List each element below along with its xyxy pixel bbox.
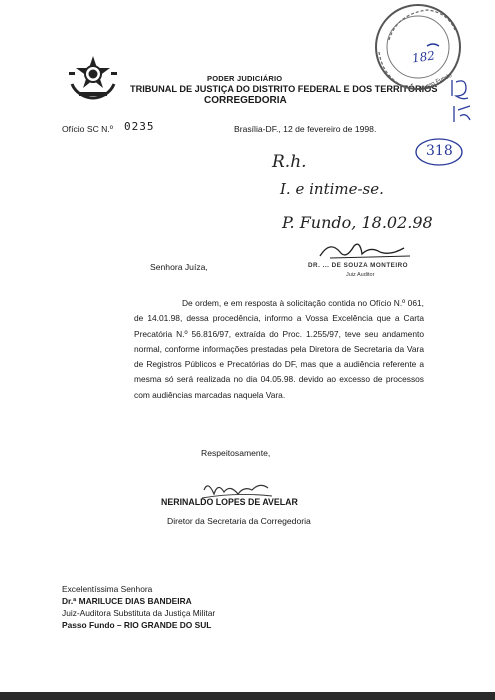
director-name: NERINALDO LOPES DE AVELAR	[161, 497, 298, 507]
judge-signature	[310, 238, 420, 264]
salutation: Senhora Juíza,	[150, 262, 208, 272]
body-paragraph-text: De ordem, e em resposta à solicitação contida no Ofício N.º 061, de 14.01.98, dessa procedência, informo a Vossa Excelência que a Carta Precatória N.º 56.816/97, extraída do Proc. 1.255/97, teve seu andamento normal, conforme informações prestadas pela Diretora de Secretaria da Vara de Registros Públicos e Precatórias do DF, mas que a audiência referente a mesma só será realizada no dia 04.05.98. devido ao excesso de processos com audiências marcadas naquela Vara.	[134, 298, 424, 400]
handwritten-rh: R.h.	[272, 152, 307, 172]
closing: Respeitosamente,	[201, 448, 271, 458]
header-line-tribunal: TRIBUNAL DE JUSTIÇA DO DISTRITO FEDERAL E DOS TERRITÓRIOS	[130, 84, 438, 94]
place-date: Brasília-DF., 12 de fevereiro de 1998.	[234, 124, 377, 134]
recipient-location: Passo Fundo – RIO GRANDE DO SUL	[62, 620, 212, 630]
coat-of-arms-emblem	[66, 54, 120, 100]
page-number: 318	[426, 143, 453, 159]
recipient-salutation: Excelentíssima Senhora	[62, 584, 153, 594]
body-paragraph	[134, 296, 424, 403]
scan-edge-bottom	[0, 692, 495, 700]
recipient-name: Dr.ª MARILUCE DIAS BANDEIRA	[62, 596, 192, 606]
judge-role-stamp: Juiz Auditor	[346, 272, 375, 278]
judge-name-stamp: DR. ... DE SOUZA MONTEIRO	[308, 262, 409, 269]
handwritten-intime-se: I. e intime-se.	[280, 180, 384, 198]
header-line-corregedoria: CORREGEDORIA	[204, 95, 287, 106]
recipient-role: Juiz-Auditora Substituta da Justiça Militar	[62, 608, 216, 618]
office-ref-number: 0235	[124, 120, 155, 133]
stamp-number: 182	[411, 48, 436, 66]
director-title: Diretor da Secretaria da Corregedoria	[167, 516, 311, 526]
handwritten-place-date: P. Fundo, 18.02.98	[282, 213, 433, 232]
header-line-poder-judiciario: PODER JUDICIÁRIO	[207, 74, 283, 83]
stamp-location-text: Passo Fundo	[418, 72, 453, 94]
office-ref-label: Ofício SC N.º	[62, 124, 113, 134]
page-number-marks	[444, 76, 490, 138]
